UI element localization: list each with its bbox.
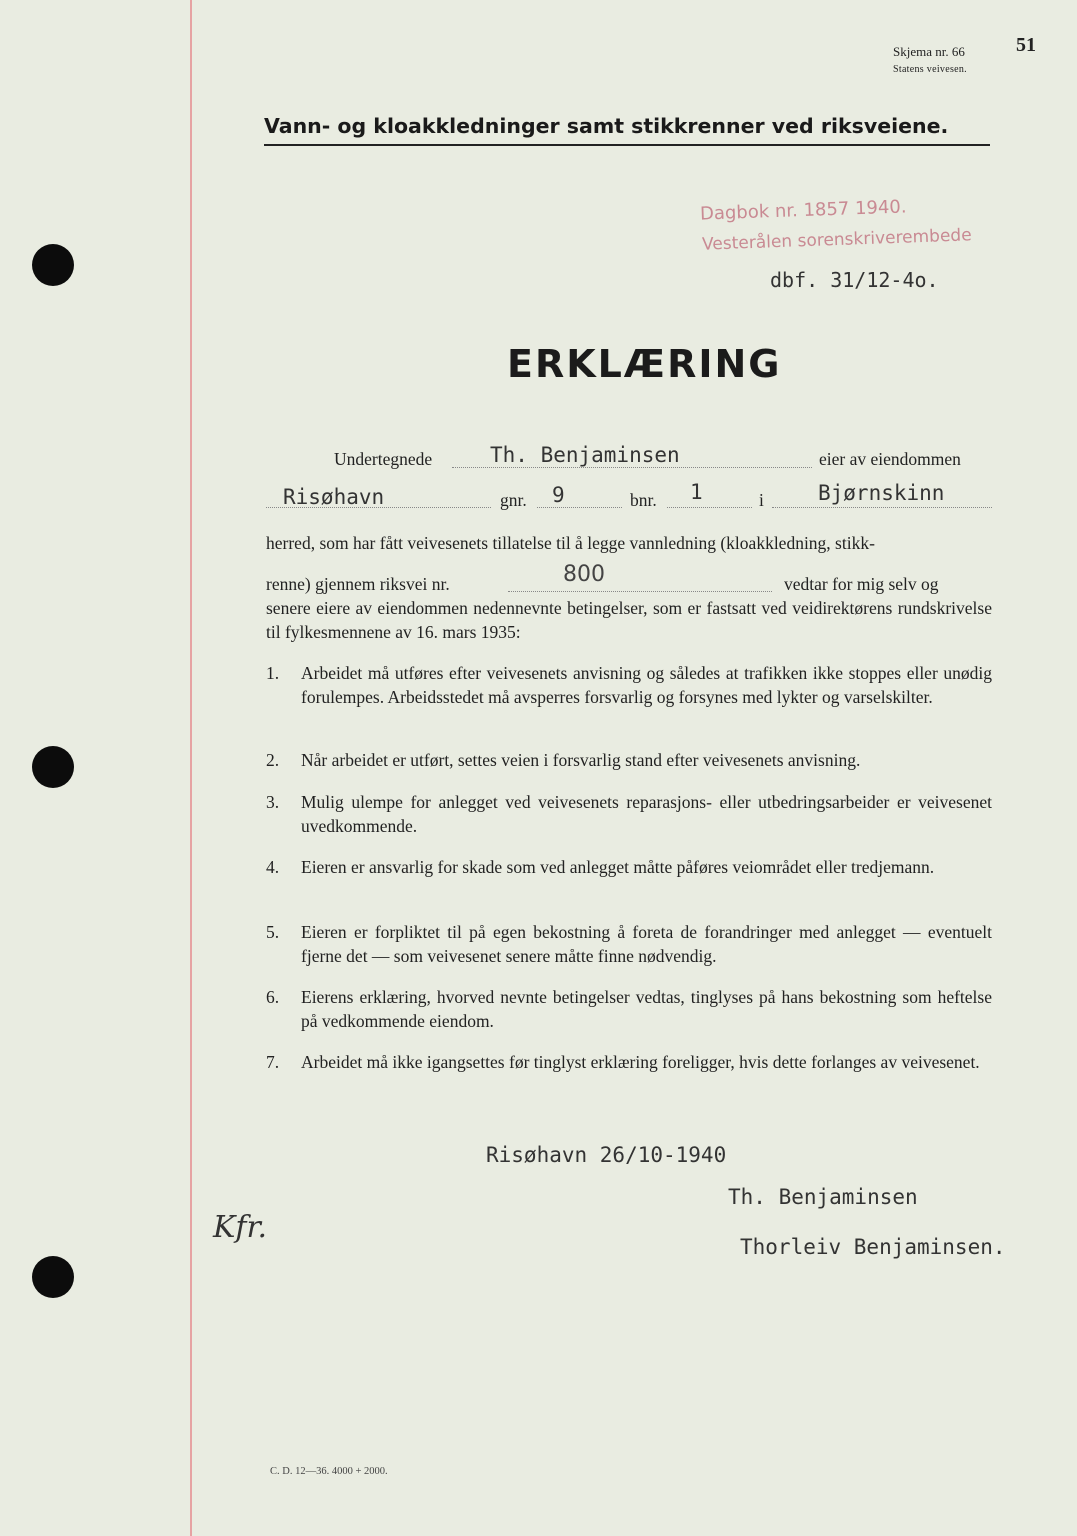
initials-signature: Kfr. [213,1210,268,1245]
undersigned-name: Th. Benjaminsen [490,443,680,467]
dotted-line [508,591,772,592]
signatory-full: Thorleiv Benjaminsen. [740,1235,1006,1259]
margin-line [190,0,192,1536]
condition-number: 3. [266,792,280,812]
dotted-line [667,507,752,508]
condition-text: Arbeidet må utføres efter veivesenets anvisning og således at trafikken ikke stoppes eller unødig forulempes. Arbeidsstedet må avsperres forsvarlig og forsynes med lykter og varselskilter. [301,663,992,707]
agency-name: Statens veivesen. [893,64,967,75]
condition-text: Arbeidet må ikke igangsettes før tinglyst erklæring foreligger, hvis dette forlanges av veivesenet. [301,1052,980,1072]
dotted-line [452,467,812,468]
gnr-label: gnr. [500,490,527,510]
condition-number: 5. [266,922,280,942]
heading: ERKLÆRING [507,342,782,386]
condition-number: 7. [266,1052,280,1072]
condition-text: Eierens erklæring, hvorved nevnte betingelser vedtas, tinglyses på hans bekostning som heftelse på vedkommende eiendom. [301,987,992,1031]
agreement-text: vedtar for mig selv og [784,574,939,594]
punch-hole [32,746,74,788]
condition-text: Eieren er forpliktet til på egen bekostning å foreta de forandringer med anlegget — eventuelt fjerne det — som veivesenet senere måtte finne nødvendig. [301,922,992,966]
condition-number: 6. [266,987,280,1007]
registration-note: dbf. 31/12-4o. [770,268,939,292]
conditions-intro: senere eiere av eiendommen nedennevnte betingelser, som er fastsatt ved veidirektørens rundskrivelse til fylkesmennene av 16. mars 1935: [266,598,992,642]
form-number: Skjema nr. 66 [893,44,965,59]
gnr-value: 9 [552,483,565,507]
owner-label: eier av eiendommen [819,449,961,469]
punch-hole [32,244,74,286]
bnr-value: 1 [690,480,703,504]
road-number: 800 [563,562,605,587]
condition-number: 4. [266,857,280,877]
property-name: Risøhavn [283,485,385,509]
dotted-line [266,507,491,508]
print-code: C. D. 12—36. 4000 + 2000. [270,1466,388,1477]
condition-text: Når arbeidet er utført, settes veien i forsvarlig stand efter veivesenets anvisning. [301,750,861,770]
undersigned-label: Undertegnede [334,449,433,469]
condition-text: Eieren er ansvarlig for skade som ved anlegget måtte påføres veiområdet eller tredjemann. [301,857,935,877]
road-label: renne) gjennem riksvei nr. [266,574,450,594]
punch-hole [32,1256,74,1298]
title-underline [264,144,990,146]
in-label: i [759,490,764,510]
journal-stamp: Dagbok nr. 1857 1940. [699,196,907,225]
page-number: 51 [1016,34,1036,56]
condition-number: 1. [266,663,280,683]
municipality-name: Bjørnskinn [818,481,945,505]
dotted-line [772,507,992,508]
signatory-short: Th. Benjaminsen [728,1185,918,1209]
condition-text: Mulig ulempe for anlegget ved veivesenets reparasjons- eller utbedringsarbeider er veivesenet uvedkommende. [301,792,992,836]
condition-number: 2. [266,750,280,770]
place-date: Risøhavn 26/10-1940 [486,1143,727,1167]
document-title: Vann- og kloakkledninger samt stikkrenner ved riksveiene. [264,114,949,138]
court-stamp: Vesterålen sorenskriverembede [701,225,972,255]
bnr-label: bnr. [630,490,657,510]
permission-text: herred, som har fått veivesenets tillatelse til å legge vannledning (kloakkledning, stikk- [266,533,875,553]
dotted-line [537,507,622,508]
